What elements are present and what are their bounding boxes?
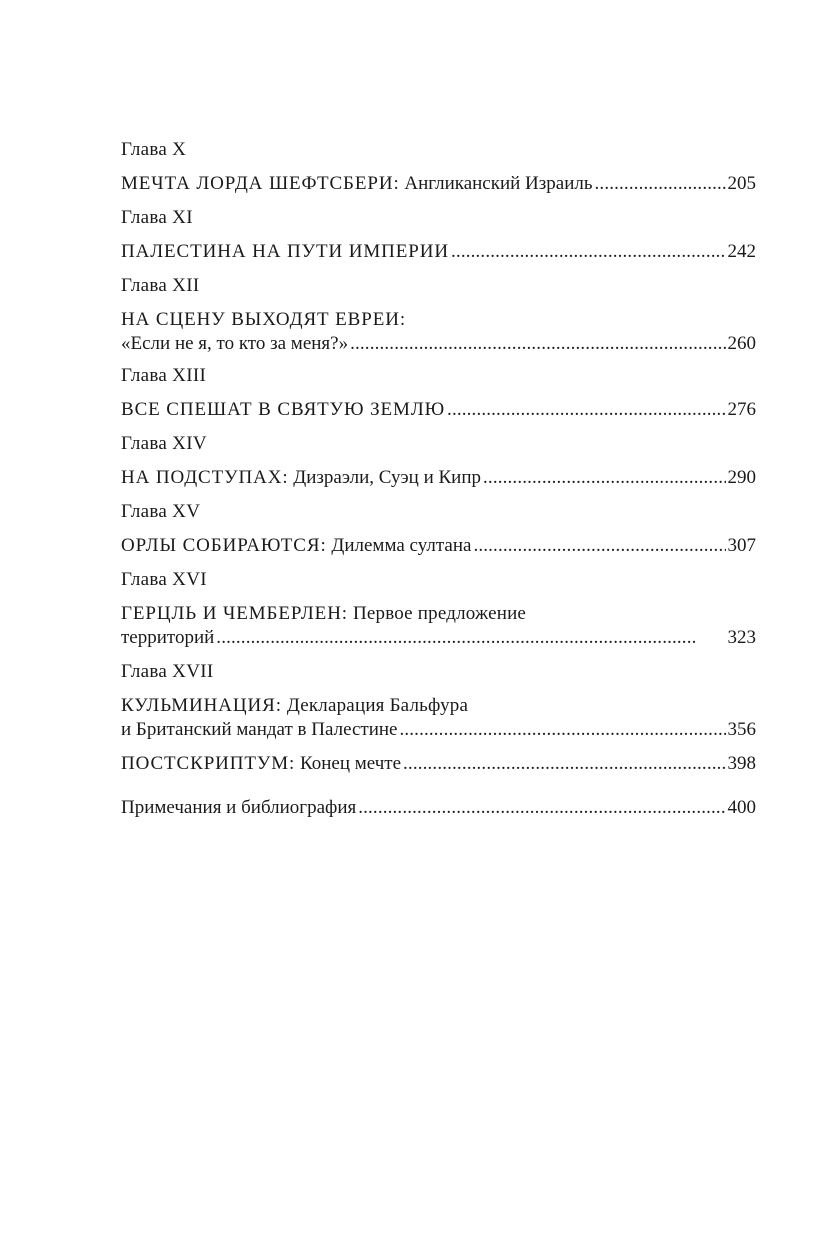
chapter-label: Глава X [121, 139, 187, 160]
page-number: 205 [727, 173, 756, 194]
entry-title: Примечания и библиография [121, 797, 357, 818]
dot-leader [403, 752, 725, 776]
dot-leader [483, 466, 725, 490]
page-number: 260 [727, 333, 756, 354]
entry-title-row [121, 466, 756, 490]
entry-title-caps: МЕЧТА ЛОРДА ШЕФТСБЕРИ: [121, 173, 400, 194]
entry-title-row [121, 332, 756, 356]
entry-title-caps: ОРЛЫ СОБИРАЮТСЯ: [121, 535, 327, 556]
toc-entry-postscript[interactable] [121, 752, 756, 776]
chapter-label: Глава XVII [121, 661, 214, 682]
toc-entry-chapter-17[interactable] [121, 660, 756, 742]
entry-title [121, 602, 756, 626]
dot-leader [216, 626, 725, 650]
entry-title-row [121, 398, 756, 422]
entry-title [121, 534, 471, 558]
toc-entry-chapter-12[interactable] [121, 274, 756, 356]
entry-title-row [121, 752, 756, 776]
entry-title-caps: ПОСТСКРИПТУМ: [121, 753, 296, 774]
entry-title [121, 752, 401, 776]
page-number: 307 [727, 535, 756, 556]
entry-title [121, 694, 756, 718]
dot-leader [451, 240, 725, 264]
entry-title: НА СЦЕНУ ВЫХОДЯТ ЕВРЕИ: [121, 309, 407, 330]
chapter-label: Глава XV [121, 501, 201, 522]
chapter-label: Глава XIV [121, 433, 207, 454]
table-of-contents [121, 138, 756, 830]
entry-title-rest: Декларация Бальфура [281, 695, 469, 716]
entry-title-rest: Дизраэли, Суэц и Кипр [288, 467, 482, 488]
dot-leader [473, 534, 725, 558]
toc-entry-chapter-10[interactable] [121, 138, 756, 196]
entry-title: ВСЕ СПЕШАТ В СВЯТУЮ ЗЕМЛЮ [121, 399, 446, 420]
entry-title-line2: «Если не я, то кто за меня?» [121, 333, 349, 354]
toc-entry-chapter-11[interactable] [121, 206, 756, 264]
toc-entry-chapter-15[interactable] [121, 500, 756, 558]
dot-leader [595, 172, 726, 196]
entry-title-row [121, 718, 756, 742]
toc-entry-chapter-14[interactable] [121, 432, 756, 490]
entry-title-caps: ГЕРЦЛЬ И ЧЕМБЕРЛЕН: [121, 603, 348, 624]
entry-title [121, 172, 593, 196]
entry-title-line2: и Британский мандат в Палестине [121, 719, 398, 740]
page-number: 323 [727, 627, 756, 648]
toc-entry-chapter-16[interactable] [121, 568, 756, 650]
page-number: 398 [727, 753, 756, 774]
toc-entry-chapter-13[interactable] [121, 364, 756, 422]
spacer [121, 786, 756, 796]
page-number: 242 [727, 241, 756, 262]
entry-title-caps: НА ПОДСТУПАХ: [121, 467, 289, 488]
entry-title-row [121, 626, 756, 650]
entry-title [121, 466, 481, 490]
entry-title-row [121, 534, 756, 558]
entry-title-rest: Дилемма султана [326, 535, 472, 556]
entry-title-rest: Англиканский Израиль [399, 173, 593, 194]
chapter-label: Глава XII [121, 275, 200, 296]
page-number: 290 [727, 467, 756, 488]
page-number: 356 [727, 719, 756, 740]
entry-title-rest: Первое предложение [348, 603, 527, 624]
entry-title-row [121, 172, 756, 196]
entry-title-caps: КУЛЬМИНАЦИЯ: [121, 695, 282, 716]
entry-title-line2: территорий [121, 627, 215, 648]
page-number: 276 [727, 399, 756, 420]
dot-leader [447, 398, 725, 422]
toc-entry-notes[interactable] [121, 796, 756, 820]
page-number: 400 [727, 797, 756, 818]
entry-title-rest: Конец мечте [295, 753, 402, 774]
entry-title-row [121, 796, 756, 820]
entry-title: ПАЛЕСТИНА НА ПУТИ ИМПЕРИИ [121, 241, 450, 262]
chapter-label: Глава XVI [121, 569, 207, 590]
entry-title-row [121, 240, 756, 264]
chapter-label: Глава XIII [121, 365, 207, 386]
chapter-label: Глава XI [121, 207, 193, 228]
dot-leader [399, 718, 725, 742]
dot-leader [358, 796, 725, 820]
dot-leader [350, 332, 725, 356]
